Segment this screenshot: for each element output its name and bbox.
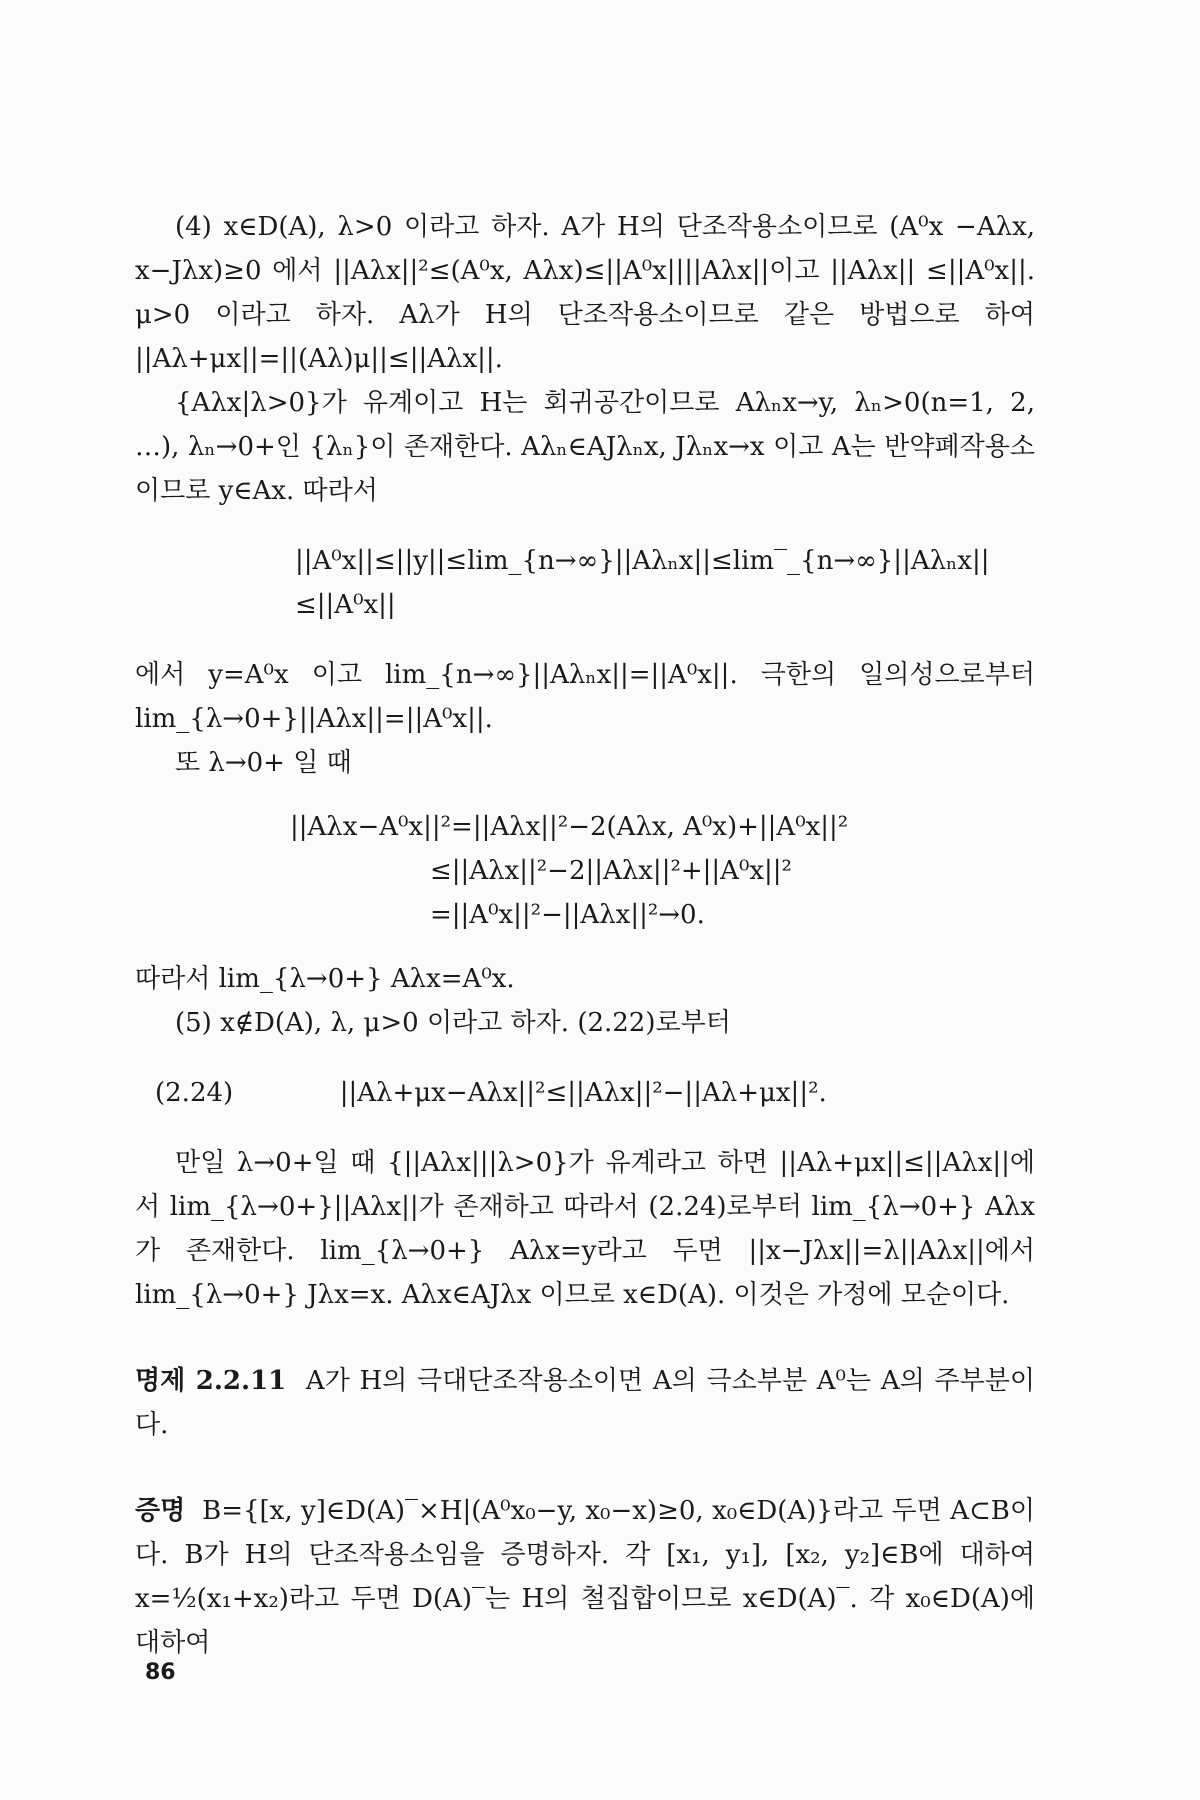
equation-2-24-body: ||Aλ+μx−Aλx||²≤||Aλx||²−||Aλ+μx||². [339, 1078, 827, 1108]
paragraph-case-5: (5) x∉D(A), λ, μ>0 이라고 하자. (2.22)로부터 [175, 1008, 731, 1038]
paragraph-limit-uniqueness: 에서 y=A⁰x 이고 lim_{n→∞}||Aλₙx||=||A⁰x||. 극한의 일의성으로부터 lim_{λ→0+}||Aλx||=||A⁰x||. [135, 660, 1035, 734]
paragraph-therefore-limit: 따라서 lim_{λ→0+} Aλx=A⁰x. [135, 964, 515, 994]
equation-line-1: ||Aλx−A⁰x||²=||Aλx||²−2(Aλx, A⁰x)+||A⁰x||² [290, 812, 849, 842]
page-number: 86 [145, 1660, 176, 1685]
equation-line-2: ≤||Aλx||²−2||Aλx||²+||A⁰x||² [430, 856, 792, 886]
page-content [135, 205, 1035, 1665]
equation-norm-chain: ||A⁰x||≤||y||≤lim_{n→∞}||Aλₙx||≤lim‾_{n→∞}||Aλₙx||≤||A⁰x|| [295, 546, 990, 620]
paragraph-contradiction: 만일 λ→0+일 때 {||Aλx|||λ>0}가 유계라고 하면 ||Aλ+μx||≤||Aλx||에서 lim_{λ→0+}||Aλx||가 존재하고 따라서 (2.24)로부터 lim_{λ→0+} Aλx가 존재한다. lim_{λ→0+} Aλx=y라고 두면 ||x−Jλx||=λ||Aλx||에서 lim_{λ→0+} Jλx=x. Aλx∈AJλx 이므로 x∈D(A). 이것은 가정에 모순이다. [135, 1148, 1035, 1310]
equation-norm-expansion [290, 805, 1035, 937]
proposition-label: 명제 2.2.11 [135, 1366, 287, 1396]
equation-2-24 [155, 1071, 1035, 1115]
proposition-2-2-11 [135, 1359, 1035, 1447]
equation-number: (2.24) [155, 1078, 234, 1108]
paragraph-bounded-sequence: {Aλx|λ>0}가 유계이고 H는 회귀공간이므로 Aλₙx→y, λₙ>0(n=1, 2, …), λₙ→0+인 {λₙ}이 존재한다. Aλₙ∈AJλₙx, Jλₙx→x 이고 A는 반약폐작용소이므로 y∈Ax. 따라서 [135, 388, 1035, 506]
paragraph-also-when: 또 λ→0+ 일 때 [175, 748, 352, 778]
proposition-text: A가 H의 극대단조작용소이면 A의 극소부분 A⁰는 A의 주부분이다. [135, 1366, 1036, 1440]
paragraph-case-4: (4) x∈D(A), λ>0 이라고 하자. A가 H의 단조작용소이므로 (A⁰x −Aλx, x−Jλx)≥0 에서 ||Aλx||²≤(A⁰x, Aλx)≤||A⁰x||||Aλx||이고 ||Aλx|| ≤||A⁰x||. μ>0 이라고 하자. Aλ가 H의 단조작용소이므로 같은 방법으로 하여 ||Aλ+μx||=||(Aλ)μ||≤||Aλx||. [135, 212, 1035, 374]
proof-paragraph [135, 1489, 1035, 1665]
equation-line-3: =||A⁰x||²−||Aλx||²→0. [430, 900, 705, 930]
proof-text: B={[x, y]∈D(A)‾×H|(A⁰x₀−y, x₀−x)≥0, x₀∈D(A)}라고 두면 A⊂B이다. B가 H의 단조작용소임을 증명하자. 각 [x₁, y₁], [x₂, y₂]∈B에 대하여 x=½(x₁+x₂)라고 두면 D(A)‾는 H의 철집합이므로 x∈D(A)‾. 각 x₀∈D(A)에 대하여 [135, 1496, 1035, 1658]
proof-label: 증명 [135, 1496, 186, 1526]
